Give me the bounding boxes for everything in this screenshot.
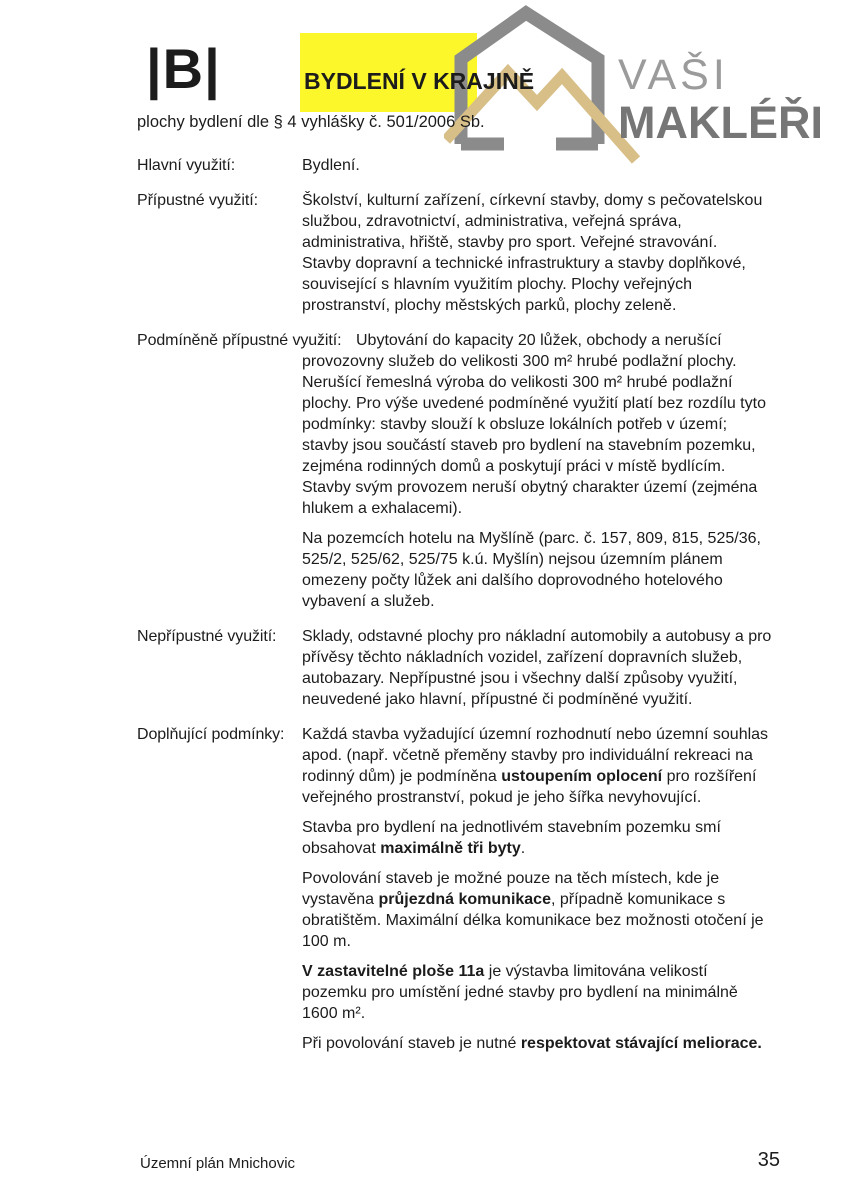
section-row xyxy=(137,626,782,710)
section-row xyxy=(137,155,782,176)
bold-text-run: průjezdná komunikace xyxy=(378,891,551,908)
section-content xyxy=(302,724,775,1054)
text-run: Bydlení. xyxy=(302,157,360,174)
bold-text-run: respektovat stávající meliorace. xyxy=(520,1035,762,1052)
text-run: , případně komunikace s obratištěm. Maximální délka komunikace bez možnosti otočení je 100 m. xyxy=(302,891,764,950)
paragraph xyxy=(302,961,775,1024)
paragraph xyxy=(302,528,775,612)
page-number: 35 xyxy=(757,1149,780,1171)
paragraph xyxy=(302,330,775,519)
footer-document-title: Územní plán Mnichovic xyxy=(140,1155,296,1172)
section-content xyxy=(302,190,775,316)
text-run: Povolování staveb je možné pouze na těch místech, kde je vystavěna xyxy=(302,870,720,908)
text-run: je výstavba limitována velikostí pozemku pro umístění jedné stavby pro bydlení na minimálně 1600 m². xyxy=(302,963,738,1022)
text-run: Stavba pro bydlení na jednotlivém stavebním pozemku smí obsahovat xyxy=(302,819,721,857)
bold-text-run: ustoupením oplocení xyxy=(501,768,663,785)
paragraph xyxy=(302,155,775,176)
sections xyxy=(137,155,782,1068)
section-row xyxy=(137,724,782,1054)
paragraph xyxy=(302,190,775,253)
bold-text-run: maximálně tři byty xyxy=(380,840,521,857)
section-label: Doplňující podmínky: xyxy=(137,726,285,743)
section-row xyxy=(137,330,782,612)
page-subtitle: plochy bydlení dle § 4 vyhlášky č. 501/2006 Sb. xyxy=(137,113,485,131)
section-label: Přípustné využití: xyxy=(137,192,258,209)
paragraph xyxy=(302,724,775,808)
text-run: Školství, kulturní zařízení, církevní stavby, domy s pečovatelskou službou, zdravotnictví, administrativa, veřejná správa, administrativa, hřiště, stavby pro sport. Veřejné stravování. xyxy=(302,192,763,251)
text-run: Sklady, odstavné plochy pro nákladní automobily a autobusy a pro přívěsy těchto nákladních vozidel, zařízení dopravních služeb, autobazary. Nepřípustné jsou i všechny další způsoby využití, neuvedené jako hlavní, přípustné či podmíněné využití. xyxy=(302,628,772,708)
paragraph xyxy=(302,868,775,952)
page-title: BYDLENÍ V KRAJINĚ xyxy=(304,68,535,94)
text-run: pro rozšíření veřejného prostranství, pokud je jeho šířka nevyhovující. xyxy=(302,768,757,806)
section-content xyxy=(302,330,775,612)
text-run: . xyxy=(520,840,526,857)
paragraph xyxy=(302,626,775,710)
text-run: Ubytování do kapacity 20 lůžek, obchody a nerušící provozovny služeb do velikosti 300 m² hrubé podlažní plochy. Nerušící řemeslná výroba do velikosti 300 m² hrubé podlažní plochy. Pro výše uvedené podmíněné využití platí bez rozdílu tyto podmínky: stavby slouží k obsluze lokálních potřeb v území; stavby jsou součástí staveb pro bydlení na stavebním pozemku, zejména rodinných domů a poskytují práci v místě bydlícím. Stavby svým provozem neruší obytný charakter území (zejména hlukem a exhalacemi). xyxy=(302,332,766,517)
paragraph xyxy=(302,253,775,316)
text-run: Při povolování staveb je nutné xyxy=(302,1035,521,1052)
brand-name-bottom: MAKLÉŘI xyxy=(618,97,823,148)
text-run: Stavby dopravní a technické infrastruktury a stavby doplňkové, související s hlavním využitím plochy. Plochy veřejných prostranství, plochy městských parků, plochy zeleně. xyxy=(302,255,746,314)
section-content xyxy=(302,626,775,710)
section-row xyxy=(137,190,782,316)
section-label: Podmíněně přípustné využití: xyxy=(137,332,342,349)
text-run: Každá stavba vyžadující územní rozhodnutí nebo územní souhlas apod. (např. včetně přeměny stavby pro individuální rekreaci na rodinný dům) je podmíněna xyxy=(302,726,769,785)
section-content xyxy=(302,155,775,176)
section-label: Hlavní využití: xyxy=(137,157,236,174)
brand-logo xyxy=(618,51,848,148)
brand-name-top: VAŠI xyxy=(618,51,729,99)
paragraph xyxy=(302,817,775,859)
paragraph xyxy=(302,1033,775,1054)
section-code: |B| xyxy=(146,37,221,100)
text-run: Na pozemcích hotelu na Myšlíně (parc. č. 157, 809, 815, 525/36, 525/2, 525/62, 525/75 k.ú. Myšlín) nejsou územním plánem omezeny počty lůžek ani dalšího doprovodného hotelového vybavení a služeb. xyxy=(302,530,761,610)
bold-text-run: V zastavitelné ploše 11a xyxy=(302,963,485,980)
section-label: Nepřípustné využití: xyxy=(137,628,277,645)
